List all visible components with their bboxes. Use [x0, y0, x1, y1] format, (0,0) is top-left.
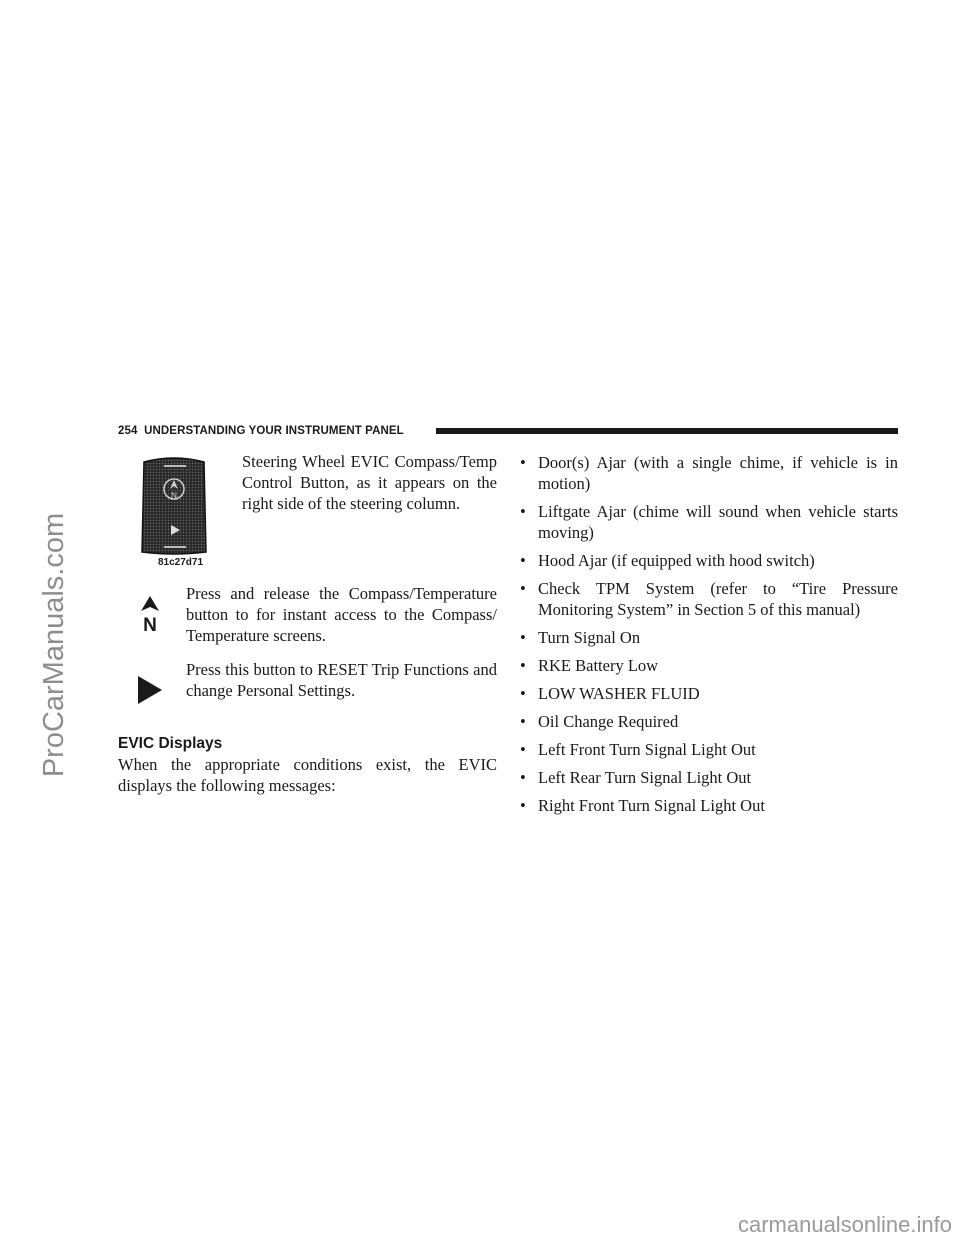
list-item [520, 683, 898, 704]
bullet-marker: • [520, 768, 526, 787]
bullet-marker: • [520, 712, 526, 731]
compass-button-description: Press and release the Compass/Temperature button to for instant access to the Compass/ Temperature screens. [186, 584, 497, 645]
compass-north-icon [136, 596, 164, 632]
section-intro: When the appropriate conditions exist, the EVIC displays the following messages: [118, 755, 497, 795]
list-item-text: LOW WASHER FLUID [538, 684, 700, 703]
page-number: 254 [118, 425, 138, 437]
list-item [520, 739, 898, 760]
list-item-text: Liftgate Ajar (chime will sound when vehicle starts moving) [538, 502, 898, 542]
bullet-marker: • [520, 579, 526, 598]
bottom-watermark: carmanualsonline.info [737, 1212, 952, 1237]
header-rule [436, 428, 898, 434]
compass-letter: N [143, 615, 157, 632]
play-arrow-icon [137, 675, 163, 705]
list-item [520, 550, 898, 571]
bullet-marker: • [520, 453, 526, 472]
page-header-text [118, 424, 404, 438]
side-watermark: ProCarManuals.com [38, 512, 70, 778]
list-item-text: RKE Battery Low [538, 656, 659, 675]
bullet-marker: • [520, 796, 526, 815]
list-item-text: Door(s) Ajar (with a single chime, if vehicle is in motion) [538, 453, 898, 493]
list-item [520, 795, 898, 816]
svg-text:N: N [171, 491, 177, 500]
list-item-text: Oil Change Required [538, 712, 679, 731]
list-item-text: Right Front Turn Signal Light Out [538, 796, 765, 815]
list-item [520, 767, 898, 788]
list-item [520, 578, 898, 620]
bullet-marker: • [520, 551, 526, 570]
reset-button-description: Press this button to RESET Trip Functions and change Personal Settings. [186, 660, 497, 700]
list-item [520, 452, 898, 494]
bullet-marker: • [520, 740, 526, 759]
page-header [118, 424, 898, 438]
section-heading: EVIC Displays [118, 735, 223, 752]
list-item-text: Turn Signal On [538, 628, 641, 647]
list-item [520, 711, 898, 732]
chapter-title: UNDERSTANDING YOUR INSTRUMENT PANEL [144, 425, 404, 437]
list-item-text: Left Rear Turn Signal Light Out [538, 768, 752, 787]
list-item [520, 627, 898, 648]
list-item [520, 501, 898, 543]
bullet-marker: • [520, 684, 526, 703]
list-item-text: Left Front Turn Signal Light Out [538, 740, 756, 759]
figure-caption: Steering Wheel EVIC Compass/Temp Control Button, as it appears on the right side of the steering column. [242, 452, 497, 513]
bullet-marker: • [520, 502, 526, 521]
steering-wheel-button-photo [140, 456, 208, 556]
bullet-marker: • [520, 628, 526, 647]
bullet-marker: • [520, 656, 526, 675]
evic-message-list [520, 452, 898, 823]
list-item [520, 655, 898, 676]
list-item-text: Check TPM System (refer to “Tire Pressure Monitoring System” in Section 5 of this manual) [538, 579, 898, 619]
figure-code: 81c27d71 [158, 557, 204, 568]
list-item-text: Hood Ajar (if equipped with hood switch) [538, 551, 815, 570]
